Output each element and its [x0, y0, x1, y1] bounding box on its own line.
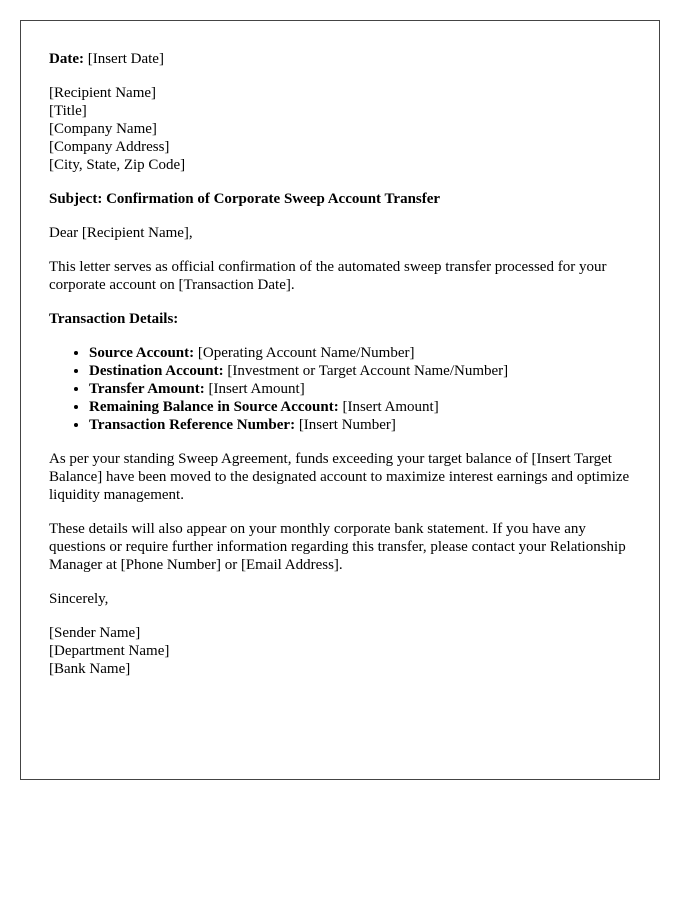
sender-name: [Sender Name]: [49, 625, 141, 641]
subject-line: Subject: Confirmation of Corporate Sweep Account Transfer: [49, 191, 441, 207]
details-heading: Transaction Details:: [49, 311, 179, 327]
detail-label: Transaction Reference Number:: [89, 417, 296, 433]
detail-label: Remaining Balance in Source Account:: [89, 399, 339, 415]
recipient-address: [Company Address]: [49, 139, 170, 155]
detail-value: [Investment or Target Account Name/Number]: [223, 363, 509, 379]
closing: Sincerely,: [49, 591, 109, 607]
detail-item-destination-account: [89, 362, 631, 380]
transaction-details-list: [49, 344, 631, 434]
recipient-city-state-zip: [City, State, Zip Code]: [49, 157, 186, 173]
detail-item-transfer-amount: [89, 380, 631, 398]
detail-value: [Insert Amount]: [204, 381, 305, 397]
contact-paragraph: These details will also appear on your monthly corporate bank statement. If you have any questions or require further information regarding this transfer, please contact your Relationship Manager at [Phone Number] or [Email Address].: [49, 521, 626, 573]
sender-department: [Department Name]: [49, 643, 170, 659]
intro-paragraph: This letter serves as official confirmation of the automated sweep transfer processed for your corporate account on [Transaction Date].: [49, 259, 607, 293]
detail-label: Transfer Amount:: [89, 381, 205, 397]
detail-value: [Insert Number]: [295, 417, 396, 433]
recipient-title: [Title]: [49, 103, 87, 119]
detail-item-remaining-balance: [89, 398, 631, 416]
detail-label: Destination Account:: [89, 363, 224, 379]
recipient-address-block: [49, 84, 631, 174]
date-line: [49, 50, 631, 68]
salutation: Dear [Recipient Name],: [49, 225, 193, 241]
date-label: Date:: [49, 51, 84, 67]
detail-value: [Insert Amount]: [338, 399, 439, 415]
detail-item-source-account: [89, 344, 631, 362]
agreement-paragraph: As per your standing Sweep Agreement, funds exceeding your target balance of [Insert Target Balance] have been moved to the designated account to maximize interest earnings and optimize liquidity management.: [49, 451, 630, 503]
sender-signature-block: [49, 624, 631, 678]
recipient-company: [Company Name]: [49, 121, 157, 137]
date-value: [Insert Date]: [83, 51, 164, 67]
sender-bank: [Bank Name]: [49, 661, 131, 677]
detail-value: [Operating Account Name/Number]: [194, 345, 415, 361]
detail-item-reference-number: [89, 416, 631, 434]
detail-label: Source Account:: [89, 345, 195, 361]
recipient-name: [Recipient Name]: [49, 85, 157, 101]
letter-page: [20, 20, 660, 780]
